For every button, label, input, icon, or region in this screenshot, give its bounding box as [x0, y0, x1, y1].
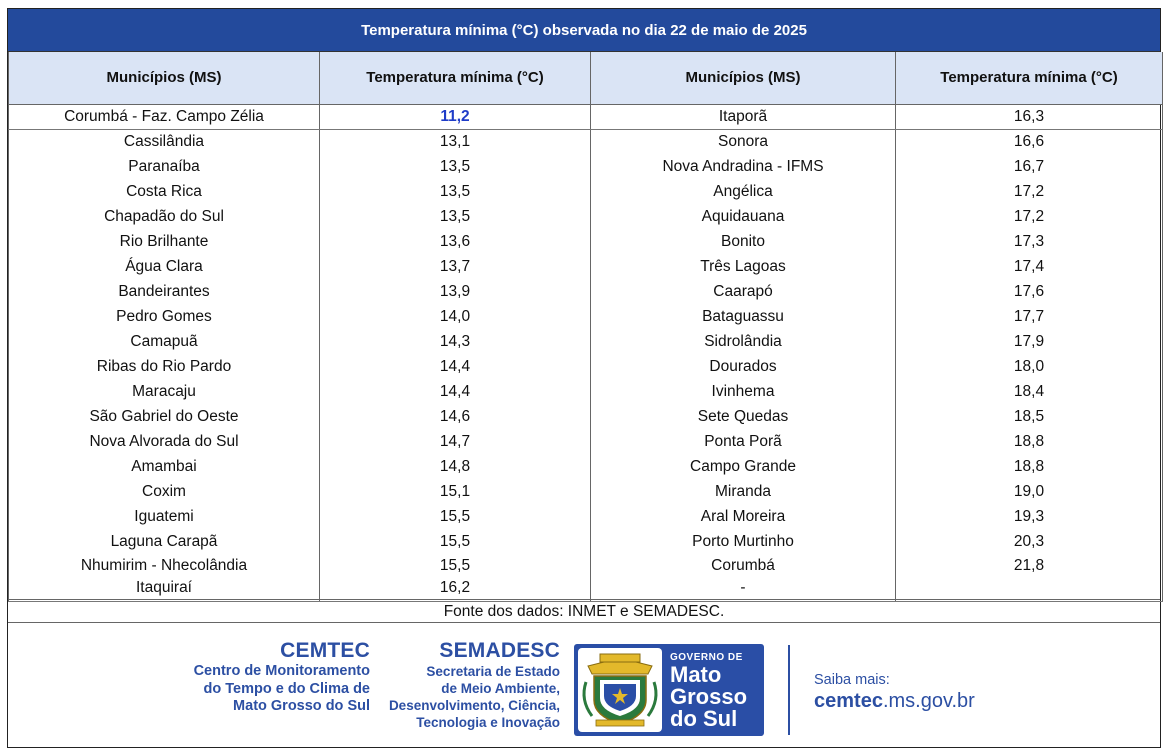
cemtec-line-2: do Tempo e do Clima de — [203, 680, 370, 697]
municipio-cell: Corumbá — [591, 554, 896, 576]
municipio-cell: Angélica — [591, 179, 896, 204]
municipio-cell: Bataguassu — [591, 304, 896, 329]
temperature-cell: 16,3 — [896, 104, 1163, 129]
gov-logo-line-3: Grosso — [670, 684, 748, 709]
municipio-cell: Sidrolândia — [591, 329, 896, 354]
header-temperatura-right: Temperatura mínima (°C) — [896, 52, 1163, 104]
cemtec-line-3: Mato Grosso do Sul — [233, 698, 370, 714]
table-row — [9, 529, 1163, 554]
temperature-cell: 19,3 — [896, 504, 1163, 529]
temperature-cell: 15,5 — [320, 504, 591, 529]
footer-divider — [788, 645, 790, 735]
municipio-cell: Aquidauana — [591, 204, 896, 229]
municipio-cell: Camapuã — [9, 329, 320, 354]
temperature-cell: 17,2 — [896, 204, 1163, 229]
table-row — [9, 279, 1163, 304]
table-row — [9, 129, 1163, 154]
report-title: Temperatura mínima (°C) observada no dia 22 de maio de 2025 — [8, 9, 1160, 52]
footer — [8, 623, 1160, 749]
municipio-cell: Itaquiraí — [9, 576, 320, 601]
municipio-cell: Costa Rica — [9, 179, 320, 204]
temperature-cell: 18,0 — [896, 354, 1163, 379]
semadesc-block — [389, 639, 560, 731]
temperature-cell: 17,7 — [896, 304, 1163, 329]
temperature-cell: 11,2 — [320, 104, 591, 129]
table-row — [9, 179, 1163, 204]
semadesc-title: SEMADESC — [439, 639, 560, 662]
temperature-cell: 19,0 — [896, 479, 1163, 504]
municipio-cell: Ivinhema — [591, 379, 896, 404]
municipio-cell: Iguatemi — [9, 504, 320, 529]
temperature-cell: 18,8 — [896, 454, 1163, 479]
data-source-note: Fonte dos dados: INMET e SEMADESC. — [8, 599, 1160, 623]
temperature-cell: 15,5 — [320, 529, 591, 554]
temperature-cell: 18,8 — [896, 429, 1163, 454]
temperature-cell: 14,4 — [320, 379, 591, 404]
temperature-cell: 15,1 — [320, 479, 591, 504]
table-row — [9, 454, 1163, 479]
coat-of-arms-icon — [578, 648, 662, 732]
table-row — [9, 104, 1163, 129]
table-row — [9, 576, 1163, 601]
temperature-table — [8, 52, 1163, 602]
temperature-cell: 14,4 — [320, 354, 591, 379]
government-logo-text — [670, 652, 747, 730]
temperature-cell: 13,5 — [320, 204, 591, 229]
header-municipios-left: Municípios (MS) — [9, 52, 320, 104]
table-row — [9, 379, 1163, 404]
header-municipios-right: Municípios (MS) — [591, 52, 896, 104]
temperature-cell: 17,6 — [896, 279, 1163, 304]
table-row — [9, 554, 1163, 576]
more-info-url[interactable] — [814, 689, 975, 713]
url-rest-part: .ms.gov.br — [882, 690, 975, 712]
government-logo — [574, 644, 764, 736]
temperature-cell: 14,6 — [320, 404, 591, 429]
municipio-cell: Ponta Porã — [591, 429, 896, 454]
temperature-cell: 16,6 — [896, 129, 1163, 154]
gov-logo-line-4: do Sul — [670, 706, 738, 731]
table-row — [9, 229, 1163, 254]
municipio-cell: Amambai — [9, 454, 320, 479]
more-info-block — [814, 671, 975, 713]
temperature-cell: 17,9 — [896, 329, 1163, 354]
table-row — [9, 504, 1163, 529]
table-row — [9, 304, 1163, 329]
cemtec-title: CEMTEC — [280, 639, 370, 662]
cemtec-line-1: Centro de Monitoramento — [193, 663, 370, 679]
temperature-cell: 15,5 — [320, 554, 591, 576]
municipio-cell: Coxim — [9, 479, 320, 504]
municipio-cell: Nova Andradina - IFMS — [591, 154, 896, 179]
temperature-cell: 18,5 — [896, 404, 1163, 429]
temperature-cell: 14,0 — [320, 304, 591, 329]
table-row — [9, 204, 1163, 229]
gov-logo-line-1: GOVERNO DE — [670, 652, 743, 663]
municipio-cell: Bonito — [591, 229, 896, 254]
table-row — [9, 254, 1163, 279]
temperature-cell — [896, 576, 1163, 601]
semadesc-line-3: Desenvolvimento, Ciência, — [388, 698, 560, 713]
municipio-cell: Cassilândia — [9, 129, 320, 154]
municipio-cell: Porto Murtinho — [591, 529, 896, 554]
temperature-cell: 17,3 — [896, 229, 1163, 254]
municipio-cell: Itaporã — [591, 104, 896, 129]
table-row — [9, 154, 1163, 179]
municipio-cell: Miranda — [591, 479, 896, 504]
gov-logo-line-2: Mato — [670, 662, 722, 687]
table-row — [9, 329, 1163, 354]
municipio-cell: Sonora — [591, 129, 896, 154]
municipio-cell: Nova Alvorada do Sul — [9, 429, 320, 454]
header-temperatura-left: Temperatura mínima (°C) — [320, 52, 591, 104]
semadesc-line-1: Secretaria de Estado — [426, 664, 560, 679]
temperature-cell: 14,8 — [320, 454, 591, 479]
municipio-cell: Campo Grande — [591, 454, 896, 479]
municipio-cell: Corumbá - Faz. Campo Zélia — [9, 104, 320, 129]
temperature-cell: 17,2 — [896, 179, 1163, 204]
temperature-cell: 21,8 — [896, 554, 1163, 576]
semadesc-line-4: Tecnologia e Inovação — [416, 715, 560, 730]
municipio-cell: Água Clara — [9, 254, 320, 279]
semadesc-line-2: de Meio Ambiente, — [441, 681, 560, 696]
temperature-cell: 14,3 — [320, 329, 591, 354]
cemtec-block — [194, 639, 370, 716]
temperature-cell: 20,3 — [896, 529, 1163, 554]
table-header-row — [9, 52, 1163, 104]
table-row — [9, 404, 1163, 429]
temperature-cell: 13,5 — [320, 154, 591, 179]
municipio-cell: Chapadão do Sul — [9, 204, 320, 229]
municipio-cell: Paranaíba — [9, 154, 320, 179]
municipio-cell: Três Lagoas — [591, 254, 896, 279]
temperature-cell: 13,5 — [320, 179, 591, 204]
municipio-cell: Nhumirim - Nhecolândia — [9, 554, 320, 576]
url-bold-part: cemtec — [814, 690, 883, 712]
table-row — [9, 429, 1163, 454]
municipio-cell: Rio Brilhante — [9, 229, 320, 254]
temperature-cell: 13,7 — [320, 254, 591, 279]
temperature-cell: 13,1 — [320, 129, 591, 154]
municipio-cell: Aral Moreira — [591, 504, 896, 529]
table-body — [9, 104, 1163, 601]
municipio-cell: Caarapó — [591, 279, 896, 304]
municipio-cell: Dourados — [591, 354, 896, 379]
temperature-cell: 13,9 — [320, 279, 591, 304]
report-frame — [7, 8, 1161, 748]
municipio-cell: Maracaju — [9, 379, 320, 404]
municipio-cell: - — [591, 576, 896, 601]
more-info-label: Saiba mais: — [814, 672, 890, 688]
municipio-cell: Pedro Gomes — [9, 304, 320, 329]
municipio-cell: São Gabriel do Oeste — [9, 404, 320, 429]
municipio-cell: Sete Quedas — [591, 404, 896, 429]
temperature-cell: 16,7 — [896, 154, 1163, 179]
temperature-cell: 14,7 — [320, 429, 591, 454]
municipio-cell: Laguna Carapã — [9, 529, 320, 554]
temperature-cell: 17,4 — [896, 254, 1163, 279]
temperature-cell: 18,4 — [896, 379, 1163, 404]
table-row — [9, 354, 1163, 379]
municipio-cell: Ribas do Rio Pardo — [9, 354, 320, 379]
municipio-cell: Bandeirantes — [9, 279, 320, 304]
temperature-cell: 16,2 — [320, 576, 591, 601]
table-row — [9, 479, 1163, 504]
temperature-cell: 13,6 — [320, 229, 591, 254]
